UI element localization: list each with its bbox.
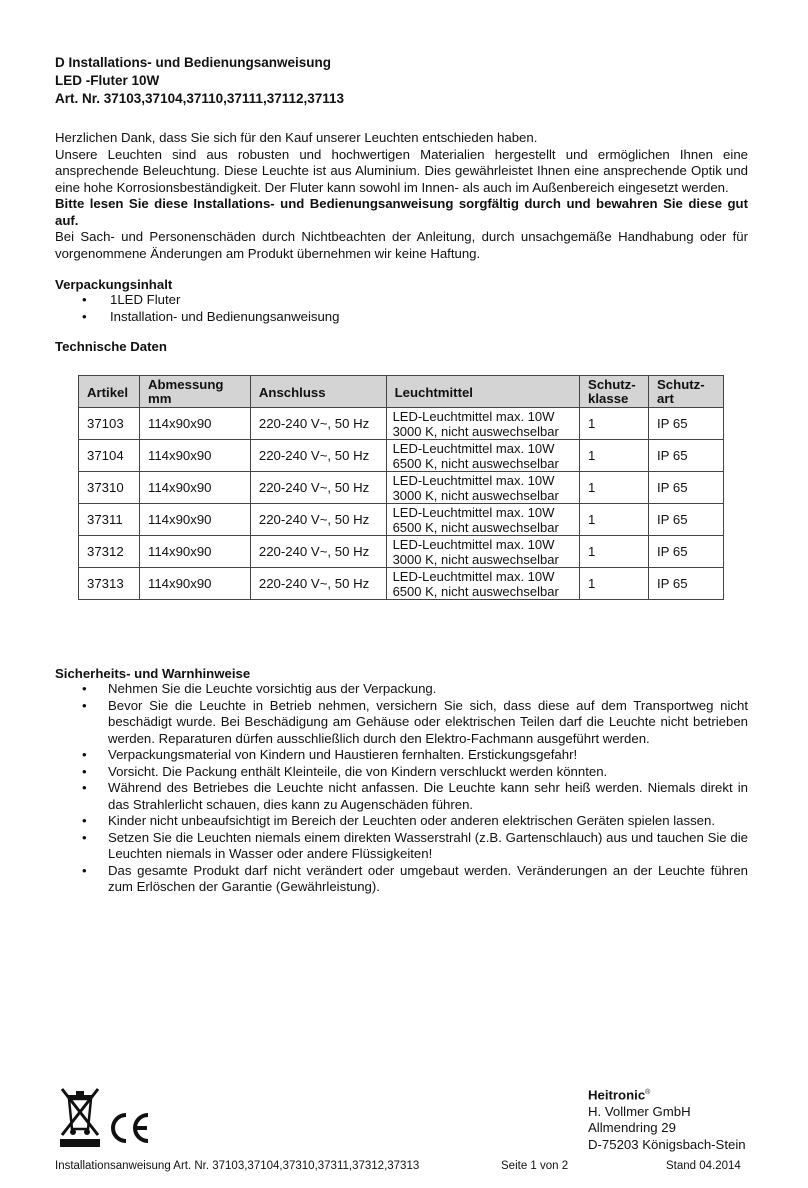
lamp-line: 3000 K, nicht auswechselbar: [392, 551, 559, 567]
bullet-icon: •: [82, 681, 87, 696]
bullet-icon: •: [82, 292, 87, 307]
safety-item: Kinder nicht unbeaufsichtigt im Bereich der Leuchten oder anderen elektrischen Geräten spielen lassen.: [108, 813, 715, 828]
registered-mark: ®: [645, 1089, 651, 1096]
column-header: Artikel: [79, 376, 140, 408]
safety-item: Vorsicht. Die Packung enthält Kleinteile, die von Kindern verschluckt werden könnten.: [108, 763, 608, 779]
bullet-icon: •: [82, 862, 87, 878]
bullet-icon: •: [82, 763, 87, 779]
list-item: [55, 681, 748, 698]
safety-item: Setzen Sie die Leuchten niemals einem direkten Wasserstrahl (z.B. Gartenschlauch) aus und tauchen Sie die Leuchten niemals in Wasser oder andere Flüssigkeiten!: [108, 829, 748, 861]
cell-article: 37313: [79, 568, 140, 600]
cell-protection-type: IP 65: [649, 440, 724, 472]
safety-item: Während des Betriebes die Leuchte nicht anfassen. Die Leuchte kann sehr heiß werden. Niemals direkt in das Strahlerlicht schauen, dies kann zu Augenschäden führen.: [108, 780, 748, 812]
table-row: [79, 440, 724, 472]
doc-title-2: LED -Fluter 10W: [55, 73, 160, 88]
column-header: Abmessung mm: [139, 376, 250, 408]
lamp-line: 6500 K, nicht auswechselbar: [392, 519, 559, 535]
lamp-line: 3000 K, nicht auswechselbar: [392, 487, 559, 503]
cell-article: 37312: [79, 536, 140, 568]
safety-heading: Sicherheits- und Warnhinweise: [55, 666, 251, 681]
table-body: [79, 408, 724, 600]
footer-left: Installationsanweisung Art. Nr. 37103,37104,37310,37311,37312,37313: [55, 1160, 420, 1172]
cell-lamp: [386, 568, 579, 600]
intro-thanks: Herzlichen Dank, dass Sie sich für den Kauf unserer Leuchten entschieden haben.: [55, 130, 538, 145]
cell-lamp: [386, 408, 579, 440]
footer-date: Stand 04.2014: [666, 1160, 741, 1172]
cell-protection-type: IP 65: [649, 408, 724, 440]
bullet-icon: •: [82, 747, 87, 762]
safety-item: Verpackungsmaterial von Kindern und Haustieren fernhalten. Erstickungsgefahr!: [108, 747, 578, 762]
doc-title-3: Art. Nr. 37103,37104,37110,37111,37112,37113: [55, 91, 345, 106]
company-line: H. Vollmer GmbH: [588, 1103, 691, 1119]
safety-item: Nehmen Sie die Leuchte vorsichtig aus der Verpackung.: [108, 681, 437, 696]
cell-article: 37103: [79, 408, 140, 440]
safety-list: [55, 681, 748, 896]
cell-connection: 220-240 V~, 50 Hz: [250, 504, 386, 536]
lamp-line: 6500 K, nicht auswechselbar: [392, 583, 559, 599]
table-row: [79, 408, 724, 440]
lamp-line: LED-Leuchtmittel max. 10W: [392, 408, 555, 424]
cell-dimension: 114x90x90: [139, 440, 250, 472]
cell-protection-class: 1: [580, 504, 649, 536]
lamp-line: LED-Leuchtmittel max. 10W: [392, 568, 555, 584]
company-address: [588, 1085, 746, 1153]
lamp-line: LED-Leuchtmittel max. 10W: [392, 504, 555, 520]
cell-lamp: [386, 536, 579, 568]
cell-protection-class: 1: [580, 536, 649, 568]
intro-liability: Bei Sach- und Personenschäden durch Nichtbeachten der Anleitung, durch unsachgemäße Handhabung oder für vorgenommene Änderungen am Produkt übernehmen wir keine Haftung.: [55, 229, 748, 261]
cell-protection-type: IP 65: [649, 472, 724, 504]
list-item: [55, 309, 748, 326]
table-header-row: [79, 376, 724, 408]
document-page: [55, 54, 748, 354]
company-line: D-75203 Königsbach-Stein: [588, 1136, 746, 1152]
cell-protection-class: 1: [580, 472, 649, 504]
cell-protection-class: 1: [580, 440, 649, 472]
cell-protection-type: IP 65: [649, 504, 724, 536]
company-line: Allmendring 29: [588, 1120, 676, 1136]
lamp-line: LED-Leuchtmittel max. 10W: [392, 472, 555, 488]
bullet-icon: •: [82, 780, 87, 795]
cell-lamp: [386, 504, 579, 536]
technical-data-table: [78, 375, 724, 600]
cell-article: 37310: [79, 472, 140, 504]
table-row: [79, 504, 724, 536]
list-item: [55, 863, 748, 896]
list-item: [55, 813, 748, 830]
list-item: [55, 292, 748, 309]
footer-page-number: Seite 1 von 2: [501, 1160, 569, 1172]
cell-dimension: 114x90x90: [139, 568, 250, 600]
column-header: Schutz-klasse: [580, 376, 649, 408]
lamp-line: LED-Leuchtmittel max. 10W: [392, 440, 555, 456]
cell-protection-class: 1: [580, 568, 649, 600]
cell-dimension: 114x90x90: [139, 472, 250, 504]
table-row: [79, 568, 724, 600]
safety-section: [55, 666, 748, 896]
intro-read-notice: Bitte lesen Sie diese Installations- und Bedienungsanweisung sorgfältig durch und bewahren Sie diese gut auf.: [55, 196, 748, 228]
cell-connection: 220-240 V~, 50 Hz: [250, 536, 386, 568]
list-item: [55, 698, 748, 748]
lamp-line: 3000 K, nicht auswechselbar: [392, 423, 559, 439]
package-heading: Verpackungsinhalt: [55, 277, 173, 292]
list-item: [55, 747, 748, 764]
intro-description: Unsere Leuchten sind aus robusten und hochwertigen Materialien hergestellt und ermöglichen Ihnen eine ansprechende Beleuchtung. Diese Leuchte ist aus Aluminium. Dies gewährleistet Ihnen eine ansprechende Optik und eine hohe Korrosionsbeständigkeit. Der Fluter kann sowohl im Innen- als auch im Außenbereich eingesetzt werden.: [55, 146, 748, 195]
cell-protection-type: IP 65: [649, 536, 724, 568]
cell-article: 37311: [79, 504, 140, 536]
cell-article: 37104: [79, 440, 140, 472]
cell-dimension: 114x90x90: [139, 504, 250, 536]
lamp-line: LED-Leuchtmittel max. 10W: [392, 536, 555, 552]
cell-dimension: 114x90x90: [139, 408, 250, 440]
lamp-line: 6500 K, nicht auswechselbar: [392, 455, 559, 471]
weee-bin-icon: [58, 1085, 104, 1154]
cell-connection: 220-240 V~, 50 Hz: [250, 408, 386, 440]
list-item: [55, 780, 748, 813]
cell-dimension: 114x90x90: [139, 536, 250, 568]
cell-lamp: [386, 440, 579, 472]
cell-connection: 220-240 V~, 50 Hz: [250, 472, 386, 504]
technical-heading: Technische Daten: [55, 339, 167, 354]
column-header: Anschluss: [250, 376, 386, 408]
cell-connection: 220-240 V~, 50 Hz: [250, 568, 386, 600]
column-header: Leuchtmittel: [386, 376, 579, 408]
package-item: 1LED Fluter: [110, 292, 181, 307]
company-name: Heitronic: [588, 1087, 646, 1103]
bullet-icon: •: [82, 308, 87, 324]
table-row: [79, 536, 724, 568]
doc-title-1: D Installations- und Bedienungsanweisung: [55, 55, 332, 70]
package-list: [55, 292, 748, 325]
cell-protection-type: IP 65: [649, 568, 724, 600]
column-header: Schutz-art: [649, 376, 724, 408]
table-row: [79, 472, 724, 504]
bullet-icon: •: [82, 813, 87, 828]
cell-connection: 220-240 V~, 50 Hz: [250, 440, 386, 472]
bullet-icon: •: [82, 697, 87, 713]
list-item: [55, 830, 748, 863]
list-item: [55, 764, 748, 781]
safety-item: Bevor Sie die Leuchte in Betrieb nehmen, versichern Sie sich, dass diese auf dem Transportweg nicht beschädigt wurde. Bei Beschädigung am Gehäuse oder elektrischen Teilen darf die Leuchte nicht betrieben werden. Reparaturen dürfen ausschließlich durch den Elektro-Fachmann ausgeführt werden.: [108, 697, 748, 746]
package-item: Installation- und Bedienungsanweisung: [110, 308, 340, 324]
safety-item: Das gesamte Produkt darf nicht verändert oder umgebaut werden. Veränderungen an der Leuchte führen zum Erlöschen der Garantie (Gewährleistung).: [108, 862, 748, 894]
intro-section: [55, 130, 748, 262]
bullet-icon: •: [82, 829, 87, 845]
cell-lamp: [386, 472, 579, 504]
ce-mark-icon: [108, 1112, 152, 1149]
cell-protection-class: 1: [580, 408, 649, 440]
